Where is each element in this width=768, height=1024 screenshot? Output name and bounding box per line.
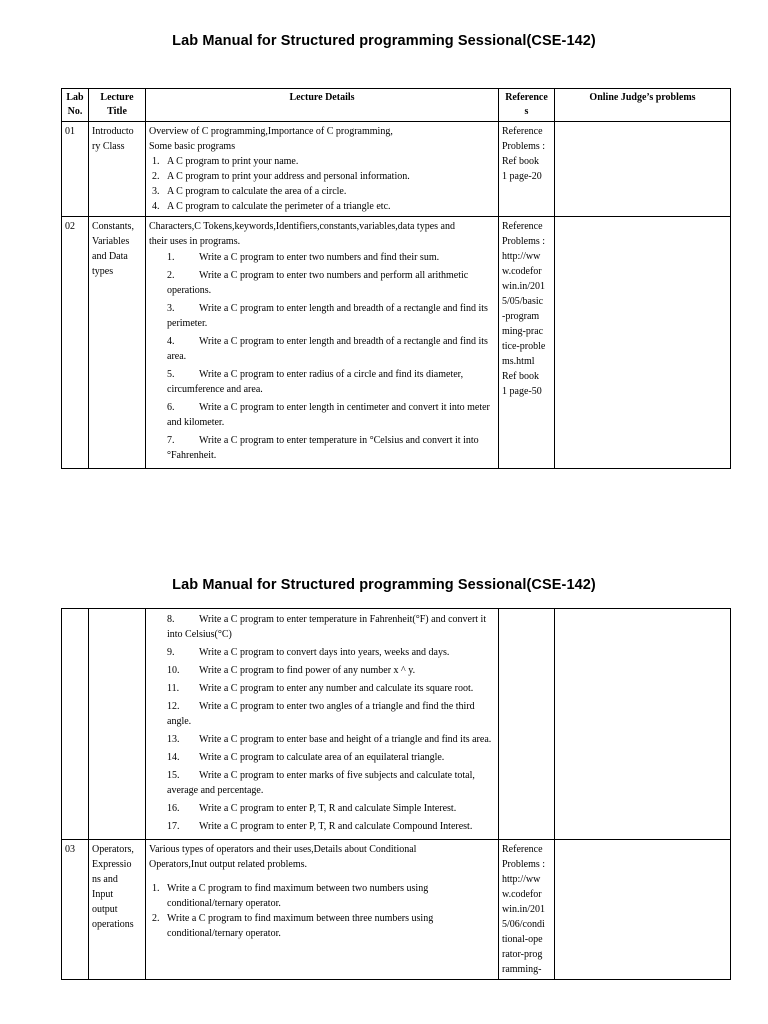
text-line: Expressio: [92, 859, 132, 870]
lecture-title: [89, 840, 146, 980]
item-text: Write a C program to enter temperature in °Celsius and convert it into °Fahrenheit.: [167, 435, 479, 461]
item-text: Write a C program to enter P, T, R and calculate Compound Interest.: [199, 821, 473, 832]
item-text: Write a C program to enter marks of five subjects and calculate total, average and percentage.: [167, 770, 475, 796]
lecture-title: [89, 217, 146, 469]
item-number: 6.: [167, 402, 175, 413]
program-item: [167, 732, 495, 747]
references: [499, 840, 555, 980]
text-line: Reference: [502, 844, 543, 855]
program-item: [152, 184, 495, 199]
item-number: 2.: [152, 913, 160, 924]
item-text: A C program to print your address and personal information.: [167, 171, 410, 182]
text-line: ming-prac: [502, 326, 544, 337]
item-text: A C program to print your name.: [167, 156, 299, 167]
text-line: Reference: [502, 126, 543, 137]
item-number: 10.: [167, 665, 180, 676]
text-line: ns and: [92, 874, 118, 885]
program-item: [167, 334, 495, 364]
program-item: [167, 367, 495, 397]
text-line: ry Class: [92, 141, 125, 152]
item-text: Write a C program to find power of any number x ^ y.: [199, 665, 416, 676]
text-line: 1 page-50: [502, 386, 542, 397]
item-number: 1.: [152, 883, 160, 894]
text-line: 1 page-20: [502, 171, 542, 182]
header-lab-no: Lab No.: [62, 89, 89, 122]
program-list: [149, 250, 495, 463]
references: [499, 609, 555, 840]
item-number: 13.: [167, 734, 180, 745]
program-list: [149, 154, 495, 214]
lecture-title: [89, 122, 146, 217]
text-line: Introducto: [92, 126, 134, 137]
text-line: Some basic programs: [149, 141, 236, 152]
lab-number: 02: [62, 217, 89, 469]
program-item: [167, 768, 495, 798]
item-text: Write a C program to find maximum between two numbers using conditional/ternary operator.: [167, 883, 429, 909]
item-number: 14.: [167, 752, 180, 763]
item-text: Write a C program to enter length and breadth of a rectangle and find its perimeter.: [167, 303, 488, 329]
table-header-row: [62, 89, 731, 122]
header-lecture-title: Lecture Title: [89, 89, 146, 122]
text-line: Problems :: [502, 859, 546, 870]
item-number: 4.: [152, 201, 160, 212]
item-number: 2.: [167, 270, 175, 281]
text-line: Ref book: [502, 371, 539, 382]
text-line: win.in/201: [502, 281, 546, 292]
details-intro: [149, 124, 495, 154]
program-item: [167, 819, 495, 834]
item-number: 2.: [152, 171, 160, 182]
item-text: A C program to calculate the area of a circle.: [167, 186, 347, 197]
text-line: Reference: [502, 221, 543, 232]
text-line: Problems :: [502, 236, 546, 247]
text-line: types: [92, 266, 114, 277]
table-row: [62, 840, 731, 980]
item-text: Write a C program to enter radius of a circle and find its diameter, circumference and area.: [167, 369, 464, 395]
page-1-title: Lab Manual for Structured programming Sessional(CSE-142): [172, 33, 596, 49]
program-item: [167, 612, 495, 642]
text-line: w.codefor: [502, 889, 542, 900]
text-line: http://ww: [502, 251, 541, 262]
page-2-title: Lab Manual for Structured programming Sessional(CSE-142): [172, 577, 596, 593]
lab-table-page-2: [61, 608, 731, 980]
text-line: win.in/201: [502, 904, 546, 915]
table-row: [62, 609, 731, 840]
lecture-details: [146, 840, 499, 980]
item-number: 15.: [167, 770, 180, 781]
program-item: [167, 645, 495, 660]
item-text: Write a C program to enter any number and calculate its square root.: [199, 683, 474, 694]
item-text: Write a C program to enter length in centimeter and convert it into meter and kilometer.: [167, 402, 490, 428]
text-line: Problems :: [502, 141, 546, 152]
item-text: Write a C program to find maximum between three numbers using conditional/ternary operator.: [167, 913, 434, 939]
text-line: Constants,: [92, 221, 134, 232]
program-item: [167, 301, 495, 331]
text-line: tional-ope: [502, 934, 543, 945]
program-item: [167, 750, 495, 765]
lecture-details: [146, 122, 499, 217]
item-text: Write a C program to convert days into years, weeks and days.: [199, 647, 450, 658]
online-judge-cell: [555, 122, 731, 217]
program-item: [167, 663, 495, 678]
text-line: ms.html: [502, 356, 535, 367]
text-line: 5/06/condi: [502, 919, 545, 930]
details-intro: [149, 842, 495, 872]
header-online-judge: Online Judge’s problems: [555, 89, 731, 122]
references: [499, 122, 555, 217]
text-line: Various types of operators and their uses,Details about Conditional: [149, 844, 417, 855]
item-text: Write a C program to enter two numbers and perform all arithmetic operations.: [167, 270, 469, 296]
details-intro: [149, 219, 495, 249]
item-text: Write a C program to enter temperature in Fahrenheit(°F) and convert it into Celsius(°C): [167, 614, 487, 640]
lecture-title: [89, 609, 146, 840]
program-item: [167, 681, 495, 696]
text-line: operations: [92, 919, 134, 930]
text-line: Characters,C Tokens,keywords,Identifiers,constants,variables,data types and: [149, 221, 455, 232]
program-item: [167, 250, 495, 265]
program-item: [152, 169, 495, 184]
program-item: [152, 881, 495, 911]
program-item: [167, 801, 495, 816]
item-number: 1.: [152, 156, 160, 167]
program-item: [152, 911, 495, 941]
references: [499, 217, 555, 469]
item-text: Write a C program to enter two angles of a triangle and find the third angle.: [167, 701, 475, 727]
program-list: [149, 881, 495, 941]
text-line: Variables: [92, 236, 130, 247]
program-item: [167, 433, 495, 463]
text-line: -program: [502, 311, 540, 322]
lab-number: 03: [62, 840, 89, 980]
online-judge-cell: [555, 609, 731, 840]
header-references: Reference s: [499, 89, 555, 122]
item-text: Write a C program to enter P, T, R and calculate Simple Interest.: [199, 803, 457, 814]
online-judge-cell: [555, 840, 731, 980]
lecture-details: [146, 217, 499, 469]
text-line: http://ww: [502, 874, 541, 885]
text-line: w.codefor: [502, 266, 542, 277]
text-line: and Data: [92, 251, 128, 262]
table-row: [62, 122, 731, 217]
item-text: Write a C program to enter length and breadth of a rectangle and find its area.: [167, 336, 488, 362]
program-item: [152, 199, 495, 214]
item-number: 9.: [167, 647, 175, 658]
item-number: 3.: [167, 303, 175, 314]
text-line: Operators,: [92, 844, 134, 855]
text-line: rator-prog: [502, 949, 543, 960]
item-text: Write a C program to enter two numbers and find their sum.: [199, 252, 440, 263]
lab-number: [62, 609, 89, 840]
text-line: Overview of C programming,Importance of C programming,: [149, 126, 393, 137]
item-text: Write a C program to calculate area of an equilateral triangle.: [199, 752, 445, 763]
item-number: 3.: [152, 186, 160, 197]
item-number: 12.: [167, 701, 180, 712]
spacer: [149, 872, 495, 881]
text-line: their uses in programs.: [149, 236, 241, 247]
program-item: [167, 268, 495, 298]
program-item: [167, 400, 495, 430]
text-line: output: [92, 904, 118, 915]
text-line: Input: [92, 889, 114, 900]
table-row: [62, 217, 731, 469]
item-number: 1.: [167, 252, 175, 263]
text-line: ramming-: [502, 964, 542, 975]
item-number: 5.: [167, 369, 175, 380]
item-number: 8.: [167, 614, 175, 625]
text-line: Ref book: [502, 156, 539, 167]
item-number: 17.: [167, 821, 180, 832]
program-item: [152, 154, 495, 169]
text-line: Operators,Inut output related problems.: [149, 859, 308, 870]
program-list: [149, 612, 495, 834]
header-lecture-details: Lecture Details: [146, 89, 499, 122]
item-number: 16.: [167, 803, 180, 814]
program-item: [167, 699, 495, 729]
text-line: tice-proble: [502, 341, 546, 352]
lab-table-page-1: [61, 88, 731, 469]
lab-number: 01: [62, 122, 89, 217]
item-number: 11.: [167, 683, 180, 694]
text-line: 5/05/basic: [502, 296, 544, 307]
item-number: 4.: [167, 336, 175, 347]
lecture-details: [146, 609, 499, 840]
item-text: Write a C program to enter base and height of a triangle and find its area.: [199, 734, 492, 745]
item-text: A C program to calculate the perimeter of a triangle etc.: [167, 201, 391, 212]
online-judge-cell: [555, 217, 731, 469]
item-number: 7.: [167, 435, 175, 446]
